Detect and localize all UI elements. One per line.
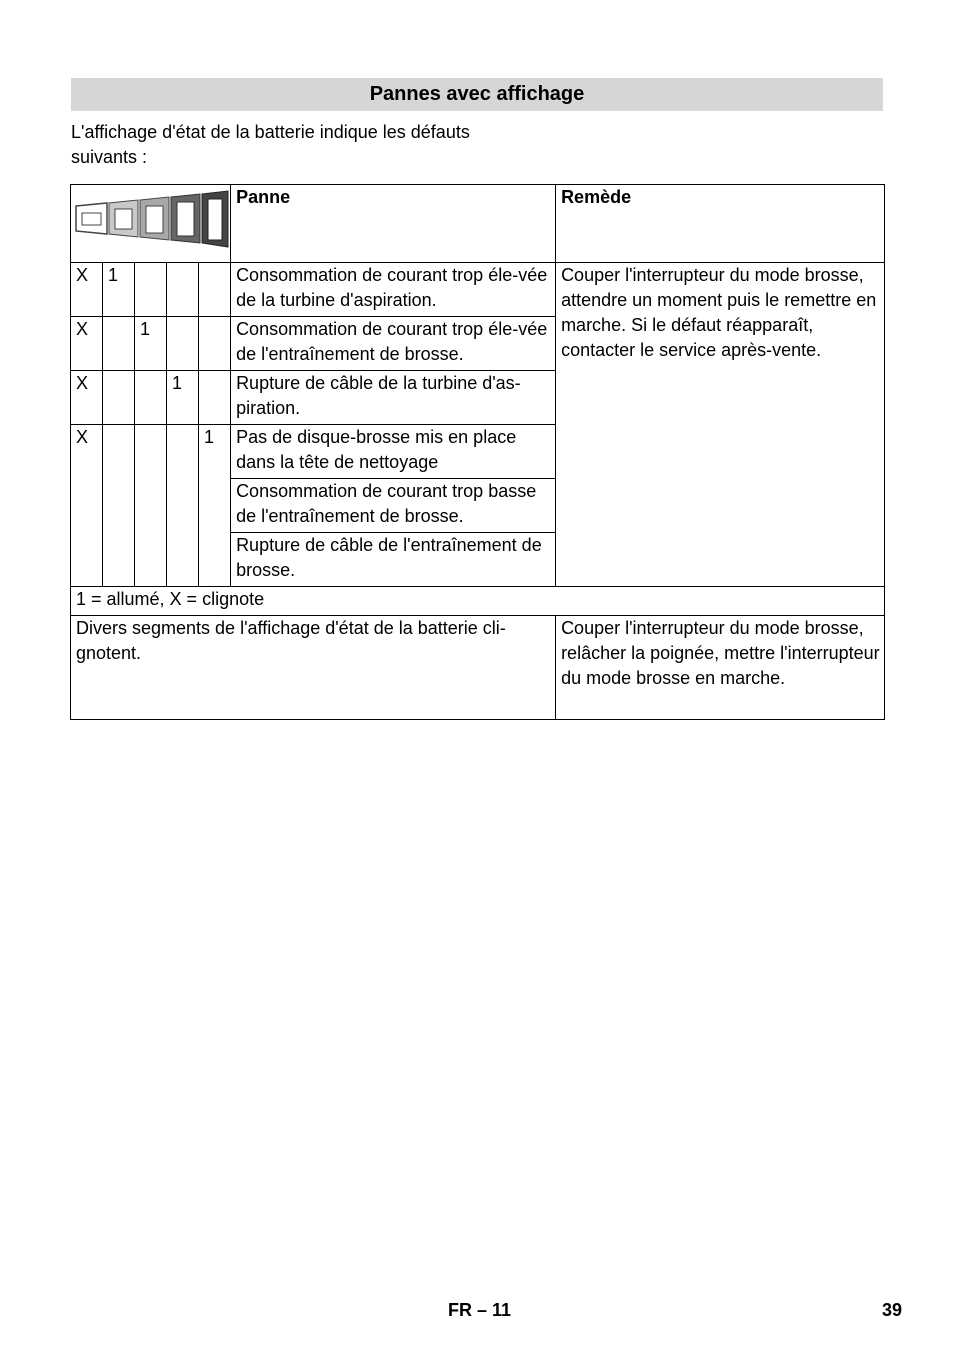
panne-cell: Consommation de courant trop éle-vée de la turbine d'aspiration. [231, 263, 556, 317]
indicator-cell: X [71, 317, 103, 371]
intro-text: L'affichage d'état de la batterie indique les défauts suivants : [71, 122, 470, 167]
indicator-cell [167, 425, 199, 587]
panne-cell: Rupture de câble de l'entraînement de brosse. [231, 533, 556, 587]
indicator-cell: X [71, 371, 103, 425]
indicator-cell [199, 371, 231, 425]
indicator-cell: 1 [199, 425, 231, 587]
panne-cell: Rupture de câble de la turbine d'as-piration. [231, 371, 556, 425]
legend-row [71, 587, 885, 616]
header-panne: Panne [231, 185, 556, 263]
panne-cell: Pas de disque-brosse mis en place dans la tête de nettoyage [231, 425, 556, 479]
table-header-row [71, 185, 885, 263]
table-row [71, 263, 885, 317]
table-row [71, 616, 885, 720]
panne-cell: Divers segments de l'affichage d'état de la batterie cli-gnotent. [71, 616, 556, 720]
indicator-cell: 1 [167, 371, 199, 425]
indicator-cell [135, 425, 167, 587]
indicator-cell [103, 425, 135, 587]
header-remede: Remède [556, 185, 885, 263]
footer-page-number: 39 [882, 1300, 903, 1320]
indicator-cell [135, 371, 167, 425]
indicator-cell: X [71, 263, 103, 317]
indicator-cell: X [71, 425, 103, 587]
indicator-cell: 1 [103, 263, 135, 317]
footer-language-page: FR – 11 [448, 1300, 512, 1320]
indicator-cell [103, 371, 135, 425]
legend-text: 1 = allumé, X = clignote [71, 587, 885, 616]
indicator-cell [103, 317, 135, 371]
indicator-cell [167, 317, 199, 371]
section-title: Pannes avec affichage [71, 78, 883, 111]
remede-cell: Couper l'interrupteur du mode brosse, relâcher la poignée, mettre l'interrupteur du mode brosse en marche. [556, 616, 885, 720]
fault-table [70, 184, 885, 720]
remede-cell: Couper l'interrupteur du mode brosse, attendre un moment puis le remettre en marche. Si le défaut réapparaît, contacter le service après-vente. [556, 263, 885, 587]
battery-display-icon [71, 185, 231, 263]
indicator-cell [199, 317, 231, 371]
indicator-cell [167, 263, 199, 317]
indicator-cell [199, 263, 231, 317]
panne-cell: Consommation de courant trop basse de l'entraînement de brosse. [231, 479, 556, 533]
indicator-cell: 1 [135, 317, 167, 371]
panne-cell: Consommation de courant trop éle-vée de l'entraînement de brosse. [231, 317, 556, 371]
indicator-cell [135, 263, 167, 317]
